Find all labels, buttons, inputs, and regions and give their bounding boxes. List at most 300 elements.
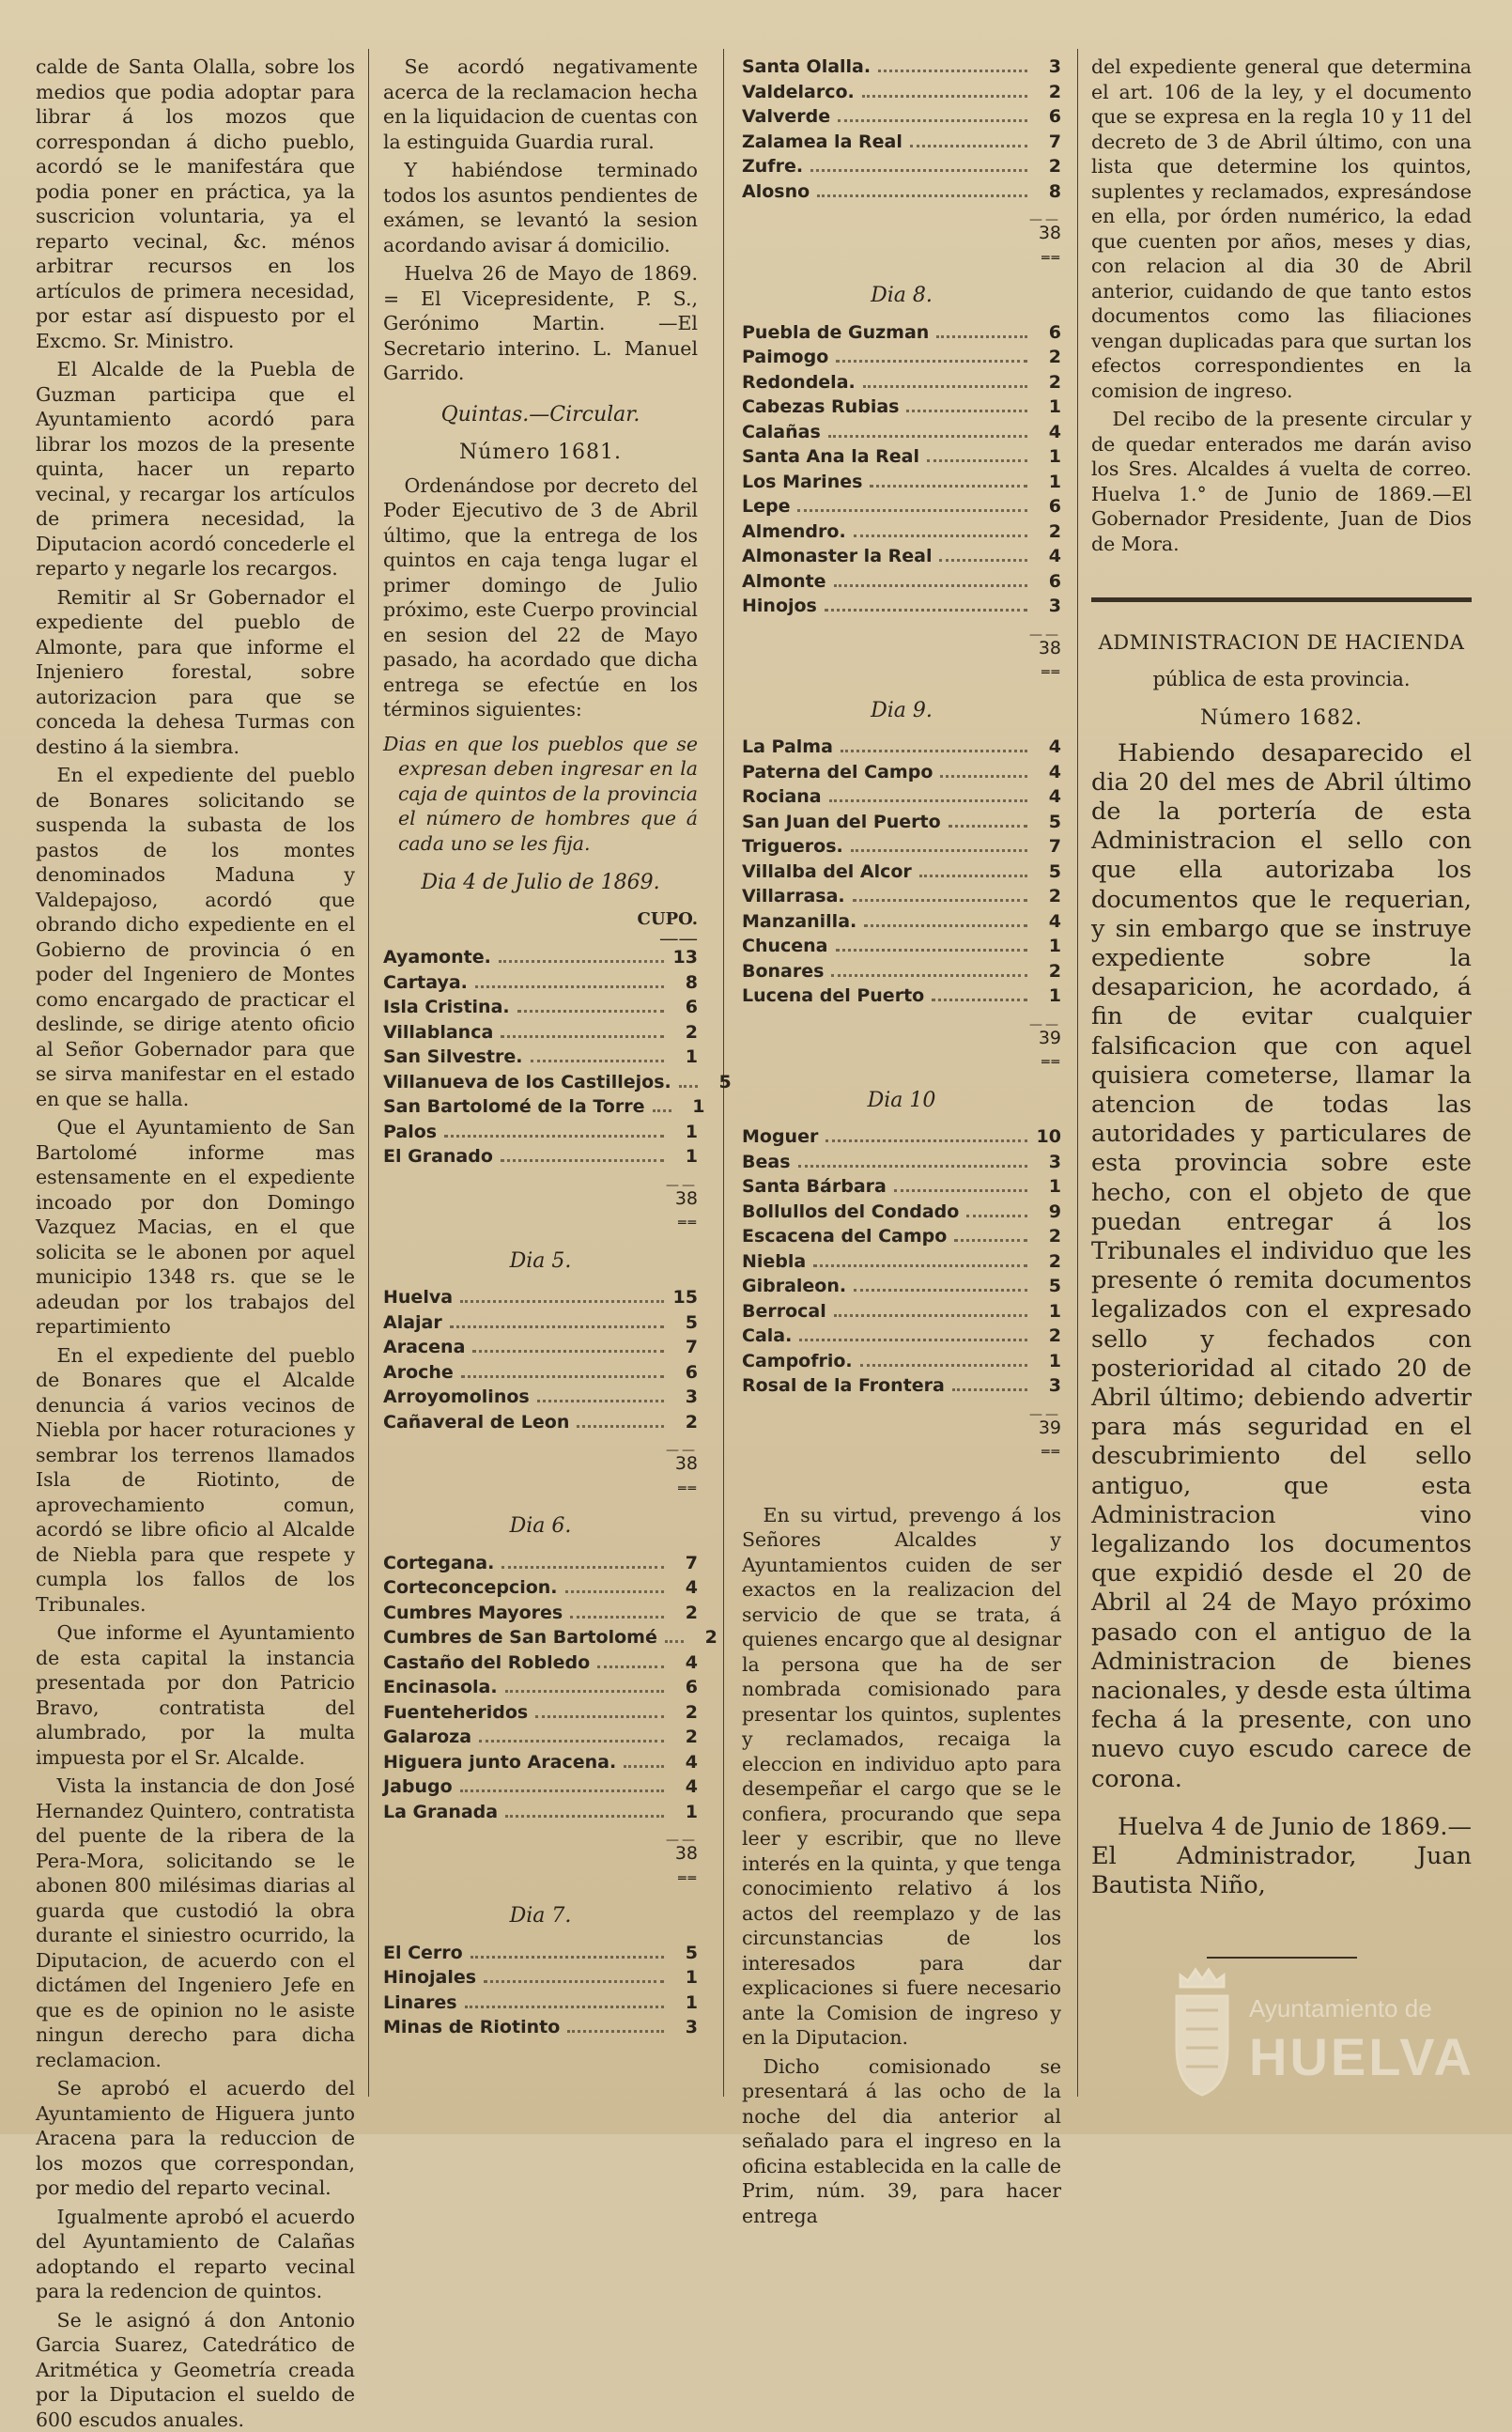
town-name: Santa Olalla. bbox=[742, 54, 871, 80]
quota-row bbox=[742, 104, 1061, 130]
town-name: San Bartolomé de la Torre bbox=[383, 1094, 645, 1120]
town-name: Villalba del Alcor bbox=[742, 860, 912, 885]
quota-value: 1 bbox=[671, 1965, 698, 1991]
quota-row bbox=[383, 1070, 698, 1095]
dot-leader bbox=[813, 1264, 1027, 1267]
quota-value: 1 bbox=[1035, 984, 1061, 1009]
quota-value: 7 bbox=[671, 1335, 698, 1360]
dot-leader bbox=[501, 1035, 664, 1038]
quota-value: 13 bbox=[671, 945, 698, 970]
cupo-header: CUPO. bbox=[383, 907, 698, 933]
sum-rule: —— bbox=[742, 1013, 1061, 1026]
dot-leader bbox=[825, 609, 1027, 612]
group-total: 38 bbox=[383, 1451, 698, 1477]
paragraph: Se le asignó á don Antonio Garcia Suarez, Catedrático de Aritmética y Geometría creada por la Diputacion el sueldo de 600 escudos anuales. bbox=[36, 2308, 355, 2432]
town-name: La Granada bbox=[383, 1800, 498, 1825]
town-name: Fuenteheridos bbox=[383, 1700, 528, 1726]
quota-value: 4 bbox=[671, 1750, 698, 1775]
town-name: Encinasola. bbox=[383, 1675, 498, 1700]
town-name: Lepe bbox=[742, 494, 790, 519]
watermark-line-2: HUELVA bbox=[1249, 2026, 1474, 2087]
quota-value: 4 bbox=[1035, 909, 1061, 935]
town-name: El Granado bbox=[383, 1144, 493, 1170]
quota-value: 2 bbox=[691, 1625, 717, 1650]
town-name: Aroche bbox=[383, 1360, 454, 1386]
quota-table bbox=[742, 54, 1061, 1465]
admin-title: ADMINISTRACION DE HACIENDA bbox=[1091, 630, 1472, 656]
quota-row bbox=[742, 1324, 1061, 1349]
quota-value: 5 bbox=[1035, 1274, 1061, 1299]
quota-value: 5 bbox=[671, 1941, 698, 1966]
town-name: Chucena bbox=[742, 934, 828, 959]
dot-leader bbox=[862, 95, 1027, 98]
dot-leader bbox=[853, 899, 1027, 902]
quota-value: 2 bbox=[671, 1410, 698, 1435]
town-name: Trigueros. bbox=[742, 834, 843, 860]
admin-number: Número 1682. bbox=[1091, 706, 1472, 732]
quota-value: 2 bbox=[1035, 1224, 1061, 1249]
quota-value: 15 bbox=[671, 1285, 698, 1310]
dot-leader bbox=[577, 1425, 664, 1428]
sum-rule: —— bbox=[742, 208, 1061, 221]
dot-leader bbox=[939, 559, 1027, 562]
paragraph: Y habiéndose terminado todos los asuntos pendientes de exámen, se levantó la sesion acordando avisar á domicilio. bbox=[383, 158, 698, 257]
quota-value: 1 bbox=[1035, 1174, 1061, 1200]
town-name: Cartaya. bbox=[383, 970, 468, 996]
paragraph: En el expediente del pueblo de Bonares solicitando se suspenda la subasta de los pastos de los montes denominados Maduna y Valdepajoso, acordó que obrando dicho expediente en el Gobierno de provincia ó en poder del Ingeniero de Montes como encargado de practicar el deslinde, se dirige atento oficio al Señor Gobernador para que se sirva manifestar en el estado en que se halla. bbox=[36, 763, 355, 1111]
quota-value: 5 bbox=[1035, 860, 1061, 885]
dot-leader bbox=[479, 1740, 664, 1743]
dot-leader bbox=[834, 584, 1027, 587]
town-name: Higuera junto Aracena. bbox=[383, 1750, 616, 1775]
town-name: Santa Bárbara bbox=[742, 1174, 887, 1200]
quota-table bbox=[383, 945, 698, 2040]
circular-continuation bbox=[1091, 54, 1472, 556]
town-name: Zufre. bbox=[742, 154, 803, 179]
quota-value: 2 bbox=[671, 1725, 698, 1750]
town-name: Paterna del Campo bbox=[742, 760, 933, 785]
circular-number: Número 1681. bbox=[383, 441, 698, 466]
town-name: Ayamonte. bbox=[383, 945, 491, 970]
quota-row bbox=[383, 1941, 698, 1966]
town-name: Moguer bbox=[742, 1124, 818, 1150]
column-rule bbox=[368, 49, 369, 2097]
town-name: Rosal de la Frontera bbox=[742, 1373, 945, 1399]
quota-row bbox=[742, 1373, 1061, 1399]
quota-value: 1 bbox=[671, 1144, 698, 1170]
column-rule bbox=[1077, 49, 1078, 2097]
paragraph: Igualmente aprobó el acuerdo del Ayuntamiento de Calañas adoptando el reparto vecinal para la redencion de quintos. bbox=[36, 2205, 355, 2304]
quota-row bbox=[383, 1774, 698, 1800]
quota-list bbox=[383, 1285, 698, 1434]
quota-value: 4 bbox=[1035, 760, 1061, 785]
quota-value: 2 bbox=[1035, 1324, 1061, 1349]
town-name: Hinojos bbox=[742, 594, 817, 619]
town-name: Bonares bbox=[742, 959, 824, 984]
quota-list bbox=[742, 54, 1061, 204]
quota-value: 7 bbox=[1035, 834, 1061, 860]
watermark-line-1: Ayuntamiento de bbox=[1249, 1994, 1432, 2023]
dot-leader bbox=[817, 194, 1027, 197]
quota-value: 6 bbox=[671, 995, 698, 1020]
quota-row bbox=[383, 995, 698, 1020]
paragraph: Dicho comisionado se presentará á las ocho de la noche del dia anterior al señalado para el ingreso en la oficina establecida en la calle de Prim, núm. 39, para hacer entrega bbox=[742, 2054, 1061, 2229]
dot-leader bbox=[936, 335, 1027, 338]
quota-row bbox=[383, 1144, 698, 1170]
quota-row bbox=[742, 544, 1061, 569]
paragraph: del expediente general que determina el art. 106 de la ley, y el documento que se expresa en la regla 10 y 11 del decreto de 3 de Abril último, con una lista que determine los quintos, suplentes y reclamados, expresándose en ella, por órden numérico, la edad que cuenten por años, meses y dias, con relacion al dia 30 de Abril anterior, cuidando de que tanto estos documentos como las filiaciones vengan duplicadas para que surtan los efectos correspondientes en la comision de ingreso. bbox=[1091, 54, 1472, 403]
dot-leader bbox=[501, 1566, 664, 1569]
town-name: Beas bbox=[742, 1150, 791, 1175]
paragraph: Que el Ayuntamiento de San Bartolomé informe mas estensamente en el expediente incoado por don Domingo Vazquez Macias, en el que solicita se le abonen por aquel municipio 1348 rs. que se le adeudan por los trabajos del repartimiento bbox=[36, 1115, 355, 1340]
town-name: Villablanca bbox=[383, 1020, 493, 1046]
day-title: Dia 5. bbox=[383, 1249, 698, 1275]
dot-leader bbox=[851, 849, 1027, 852]
quota-value: 1 bbox=[671, 1991, 698, 2016]
dot-leader bbox=[836, 360, 1027, 363]
quota-list bbox=[383, 1551, 698, 1825]
town-name: Palos bbox=[383, 1120, 437, 1145]
dot-leader bbox=[863, 385, 1027, 388]
quota-row bbox=[742, 1349, 1061, 1374]
town-name: Santa Ana la Real bbox=[742, 444, 919, 470]
group-total: 39 bbox=[742, 1416, 1061, 1441]
town-name: Cañaveral de Leon bbox=[383, 1410, 569, 1435]
dot-leader bbox=[797, 509, 1027, 512]
dot-leader bbox=[854, 1289, 1027, 1292]
paragraph: Se acordó negativamente acerca de la reclamacion hecha en la liquidacion de cuentas con la estinguida Guardia rural. bbox=[383, 54, 698, 154]
town-name: Escacena del Campo bbox=[742, 1224, 947, 1249]
dot-leader bbox=[567, 2030, 664, 2033]
cupo-rule: —— bbox=[383, 932, 698, 945]
quota-row bbox=[742, 1249, 1061, 1275]
quota-value: 3 bbox=[671, 2015, 698, 2040]
quota-row bbox=[742, 395, 1061, 420]
quota-row bbox=[383, 1045, 698, 1070]
column-1 bbox=[36, 54, 355, 2102]
double-rule: ══ bbox=[742, 1440, 1061, 1465]
quota-value: 1 bbox=[671, 1045, 698, 1070]
quota-row bbox=[383, 1385, 698, 1410]
town-name: Paimogo bbox=[742, 345, 828, 370]
town-name: Aracena bbox=[383, 1335, 465, 1360]
dot-leader bbox=[878, 70, 1027, 72]
town-name: Bollullos del Condado bbox=[742, 1200, 959, 1225]
watermark bbox=[1169, 1949, 1479, 2123]
quota-row bbox=[742, 810, 1061, 835]
quota-row bbox=[742, 1299, 1061, 1324]
quota-value: 1 bbox=[1035, 395, 1061, 420]
group-total: 38 bbox=[742, 636, 1061, 661]
town-name: Castaño del Robledo bbox=[383, 1650, 590, 1676]
section-title: Quintas.—Circular. bbox=[383, 403, 698, 428]
quota-row bbox=[742, 370, 1061, 395]
group-total: 38 bbox=[383, 1841, 698, 1867]
dot-leader bbox=[535, 1715, 664, 1718]
dot-leader bbox=[810, 169, 1027, 172]
dot-leader bbox=[465, 2006, 664, 2008]
town-name: Almendro. bbox=[742, 519, 846, 545]
dot-leader bbox=[484, 1980, 664, 1983]
quota-row bbox=[383, 970, 698, 996]
dot-leader bbox=[966, 1215, 1027, 1217]
quota-row bbox=[742, 1274, 1061, 1299]
dot-leader bbox=[475, 985, 664, 988]
section-separator bbox=[1091, 597, 1472, 602]
quota-row bbox=[742, 494, 1061, 519]
quota-row bbox=[742, 569, 1061, 595]
dot-leader bbox=[501, 1159, 664, 1162]
paragraph: Huelva 26 de Mayo de 1869. = El Vicepresidente, P. S., Gerónimo Martin. —El Secretario interino. L. Manuel Garrido. bbox=[383, 261, 698, 386]
dot-leader bbox=[499, 960, 664, 963]
quota-value: 3 bbox=[671, 1385, 698, 1410]
town-name: Manzanilla. bbox=[742, 909, 856, 935]
quota-value: 2 bbox=[1035, 345, 1061, 370]
dot-leader bbox=[679, 1085, 698, 1088]
quota-row bbox=[742, 760, 1061, 785]
quota-value: 2 bbox=[1035, 884, 1061, 909]
quota-row bbox=[742, 444, 1061, 470]
sum-rule: —— bbox=[383, 1173, 698, 1186]
quota-row bbox=[742, 80, 1061, 105]
day-title: Dia 9. bbox=[742, 699, 1061, 724]
paragraph: Vista la instancia de don José Hernandez Quintero, contratista del puente de la ribera de la Pera-Mora, solicitando se le abonen 800 milésimas diarias al guarda que custodió la obra durante el siniestro ocurrido, la Diputacion, de acuerdo con el dictámen del Ingeniero Jefe en que es de opinion no le asiste ningun derecho para dicha reclamacion. bbox=[36, 1774, 355, 2072]
town-name: Villanueva de los Castillejos. bbox=[383, 1070, 671, 1095]
paragraph: Del recibo de la presente circular y de quedar enterados me darán aviso los Sres. Alcaldes á vuelta de correo. Huelva 1.° de Junio de 1869.—El Gobernador Presidente, Juan de Dios de Mora. bbox=[1091, 407, 1472, 556]
dot-leader bbox=[624, 1765, 664, 1768]
quota-row bbox=[742, 934, 1061, 959]
dot-leader bbox=[472, 1350, 664, 1353]
double-rule: ══ bbox=[383, 1211, 698, 1236]
column-4 bbox=[1091, 54, 1472, 2102]
dot-leader bbox=[825, 1139, 1027, 1142]
quota-row bbox=[742, 1150, 1061, 1175]
double-rule: ══ bbox=[383, 1477, 698, 1502]
circular-body: Ordenándose por decreto del Poder Ejecutivo de 3 de Abril último, que la entrega de los quintos en caja tenga lugar el primer domingo de Julio próximo, este Cuerpo provincial en sesion del 22 de Mayo pasado, ha acordado que dicha entrega se efectúe en los términos siguientes: bbox=[383, 473, 698, 722]
town-name: Rociana bbox=[742, 784, 822, 810]
quota-value: 7 bbox=[671, 1551, 698, 1576]
paragraph: Remitir al Sr Gobernador el expediente del pueblo de Almonte, para que informe el Injeniero forestal, sobre autorizacion para que se conceda la dehesa Turmas con destino á la siembra. bbox=[36, 585, 355, 760]
quota-value: 3 bbox=[1035, 1373, 1061, 1399]
quota-row bbox=[383, 1965, 698, 1991]
quota-row bbox=[742, 54, 1061, 80]
day-title: Dia 8. bbox=[742, 284, 1061, 309]
quota-value: 1 bbox=[1035, 444, 1061, 470]
paragraph: Habiendo desaparecido el dia 20 del mes de Abril último de la portería de esta Administracion el sello con que ella autorizaba los documentos que le requerian, y sin embargo que se instruye expediente sobre la desaparicion, he acordado, á fin de evitar cualquier falsificacion que con aquel quisiera cometerse, llamar la atencion de todas las autoridades y particulares de esta provincia sobre este hecho, con el objeto de que puedan entregar á los Tribunales el individuo que les presente ó remita documentos legalizados con el expresado sello y fechados con posterioridad al citado 20 de Abril último; debiendo advertir para más seguridad en el descubrimiento del sello antiguo, que esta Administracion vino legalizando los documentos que expidió desde el 20 de Abril al 24 de Mayo próximo pasado con el antiguo de la Administracion de bienes nacionales, y desde esta última fecha á la presente, con uno nuevo cuyo escudo carece de corona. bbox=[1091, 739, 1472, 1794]
town-name: Alosno bbox=[742, 179, 810, 205]
sum-rule: —— bbox=[383, 1438, 698, 1451]
quota-row bbox=[742, 179, 1061, 205]
quota-row bbox=[742, 784, 1061, 810]
quota-row bbox=[742, 320, 1061, 346]
quota-list bbox=[742, 735, 1061, 1009]
double-rule: ══ bbox=[742, 660, 1061, 686]
dot-leader bbox=[927, 459, 1027, 462]
dot-leader bbox=[834, 1314, 1027, 1317]
quota-row bbox=[742, 884, 1061, 909]
quota-row bbox=[383, 1575, 698, 1601]
dot-leader bbox=[906, 410, 1027, 412]
town-name: Valdelarco. bbox=[742, 80, 855, 105]
quota-row bbox=[383, 1285, 698, 1310]
quota-row bbox=[742, 735, 1061, 760]
quota-row bbox=[742, 860, 1061, 885]
dot-leader bbox=[444, 1135, 664, 1138]
town-name: Berrocal bbox=[742, 1299, 826, 1324]
dot-leader bbox=[665, 1640, 684, 1643]
quota-value: 5 bbox=[1035, 810, 1061, 835]
quota-value: 8 bbox=[671, 970, 698, 996]
town-name: La Palma bbox=[742, 735, 833, 760]
instructions-text bbox=[742, 1503, 1061, 2229]
quota-row bbox=[742, 1174, 1061, 1200]
dot-leader bbox=[799, 1339, 1027, 1341]
quota-list bbox=[742, 320, 1061, 619]
dot-leader bbox=[940, 775, 1027, 778]
dot-leader bbox=[471, 1956, 664, 1959]
dot-leader bbox=[836, 949, 1028, 952]
town-name: Campofrio. bbox=[742, 1349, 853, 1374]
dot-leader bbox=[531, 1060, 665, 1062]
quota-row bbox=[383, 945, 698, 970]
dot-leader bbox=[952, 1388, 1027, 1391]
paragraph: Se aprobó el acuerdo del Ayuntamiento de Higuera junto Aracena para la reduccion de los mozos que correspondan, por medio del reparto vecinal. bbox=[36, 2076, 355, 2201]
dot-leader bbox=[565, 1590, 664, 1593]
first-day-title: Dia 4 de Julio de 1869. bbox=[383, 871, 698, 896]
quota-value: 1 bbox=[679, 1094, 705, 1120]
quota-row bbox=[742, 154, 1061, 179]
quota-value: 2 bbox=[671, 1601, 698, 1626]
dot-leader bbox=[450, 1325, 664, 1328]
quota-value: 6 bbox=[671, 1360, 698, 1386]
quota-row bbox=[742, 1200, 1061, 1225]
quota-row bbox=[383, 1625, 698, 1650]
quota-row bbox=[742, 984, 1061, 1009]
quota-value: 9 bbox=[1035, 1200, 1061, 1225]
quota-row bbox=[742, 519, 1061, 545]
dot-leader bbox=[949, 825, 1027, 828]
quota-row bbox=[742, 909, 1061, 935]
quota-row bbox=[383, 1991, 698, 2016]
double-rule: ══ bbox=[742, 246, 1061, 271]
dot-leader bbox=[854, 534, 1027, 537]
quota-row bbox=[742, 594, 1061, 619]
quota-row bbox=[383, 1551, 698, 1576]
quota-value: 4 bbox=[671, 1774, 698, 1800]
quota-value: 1 bbox=[1035, 934, 1061, 959]
quota-row bbox=[383, 1601, 698, 1626]
town-name: Lucena del Puerto bbox=[742, 984, 924, 1009]
dot-leader bbox=[932, 999, 1027, 1001]
town-name: Galaroza bbox=[383, 1725, 471, 1750]
quota-value: 2 bbox=[1035, 80, 1061, 105]
quota-list bbox=[383, 945, 698, 1170]
quota-row bbox=[383, 1120, 698, 1145]
quota-row bbox=[383, 1750, 698, 1775]
town-name: Huelva bbox=[383, 1285, 453, 1310]
quota-value: 4 bbox=[671, 1575, 698, 1601]
quota-row bbox=[742, 834, 1061, 860]
town-name: Hinojales bbox=[383, 1965, 476, 1991]
coat-of-arms-icon bbox=[1169, 1959, 1235, 2099]
dot-leader bbox=[954, 1239, 1027, 1242]
dot-leader bbox=[505, 1690, 664, 1693]
quota-row bbox=[383, 1725, 698, 1750]
dot-leader bbox=[537, 1400, 664, 1402]
town-name: Minas de Riotinto bbox=[383, 2015, 560, 2040]
town-name: San Juan del Puerto bbox=[742, 810, 941, 835]
quota-value: 6 bbox=[1035, 569, 1061, 595]
quota-value: 4 bbox=[1035, 784, 1061, 810]
quota-value: 2 bbox=[671, 1700, 698, 1726]
quota-value: 3 bbox=[1035, 54, 1061, 80]
group-total: 39 bbox=[742, 1026, 1061, 1051]
dot-leader bbox=[517, 1010, 664, 1013]
quota-row bbox=[383, 1335, 698, 1360]
sum-rule: —— bbox=[383, 1828, 698, 1841]
quota-row bbox=[742, 1124, 1061, 1150]
town-name: Cortegana. bbox=[383, 1551, 494, 1576]
quota-row bbox=[383, 1020, 698, 1046]
town-name: Zalamea la Real bbox=[742, 130, 903, 155]
town-name: Valverde bbox=[742, 104, 830, 130]
quota-value: 2 bbox=[1035, 370, 1061, 395]
town-name: Cumbres de San Bartolomé bbox=[383, 1625, 657, 1650]
dot-leader bbox=[841, 750, 1027, 752]
quota-row bbox=[742, 959, 1061, 984]
quota-value: 4 bbox=[671, 1650, 698, 1676]
town-name: Cabezas Rubias bbox=[742, 395, 899, 420]
paragraph: Huelva 4 de Junio de 1869.—El Administrador, Juan Bautista Niño, bbox=[1091, 1813, 1472, 1901]
quota-row bbox=[742, 130, 1061, 155]
dot-leader bbox=[894, 1189, 1027, 1192]
dot-leader bbox=[798, 1165, 1028, 1168]
quota-value: 7 bbox=[1035, 130, 1061, 155]
town-name: Isla Cristina. bbox=[383, 995, 510, 1020]
town-name: San Silvestre. bbox=[383, 1045, 523, 1070]
dot-leader bbox=[838, 119, 1027, 122]
quota-value: 6 bbox=[671, 1675, 698, 1700]
quota-value: 2 bbox=[671, 1020, 698, 1046]
town-name: Almonte bbox=[742, 569, 826, 595]
days-note: Dias en que los pueblos que se expresan deben ingresar en la caja de quintos de la provincia el número de hombres que á cada uno se les fija. bbox=[383, 732, 698, 857]
dot-leader bbox=[919, 875, 1027, 877]
quota-row bbox=[383, 1700, 698, 1726]
town-name: Puebla de Guzman bbox=[742, 320, 929, 346]
town-name: Arroyomolinos bbox=[383, 1385, 530, 1410]
dot-leader bbox=[860, 1364, 1027, 1367]
town-name: Cumbres Mayores bbox=[383, 1601, 563, 1626]
sum-rule: —— bbox=[742, 623, 1061, 636]
quota-value: 5 bbox=[705, 1070, 732, 1095]
session-closing-text bbox=[383, 54, 698, 386]
paragraph: El Alcalde de la Puebla de Guzman participa que el Ayuntamiento acordó para librar los mozos de la presente quinta, hacer un reparto vecinal, y recargar los artículos de primera necesidad, la Diputacion acordó concederle el reparto y negarle los recargos. bbox=[36, 357, 355, 581]
quota-value: 2 bbox=[1035, 154, 1061, 179]
paragraph: calde de Santa Olalla, sobre los medios que podia adoptar para librar á los mozos que correspondan á dicho pueblo, acordó se le manifestára que podia poner en práctica, ya la suscricion voluntaria, ya el reparto vecinal, &c. ménos arbitrar recursos en los artículos de primera necesidad, por estar así dispuesto por el Excmo. Sr. Ministro. bbox=[36, 54, 355, 353]
dot-leader bbox=[597, 1665, 664, 1668]
town-name: Gibraleon. bbox=[742, 1274, 846, 1299]
dot-leader bbox=[460, 1300, 664, 1303]
dot-leader bbox=[505, 1815, 664, 1818]
quota-value: 6 bbox=[1035, 494, 1061, 519]
column-2 bbox=[383, 54, 698, 2102]
quota-list bbox=[742, 1124, 1061, 1399]
town-name: El Cerro bbox=[383, 1941, 463, 1966]
quota-list bbox=[383, 1941, 698, 2040]
quota-value: 4 bbox=[1035, 420, 1061, 445]
quota-value: 1 bbox=[1035, 1299, 1061, 1324]
quota-value: 8 bbox=[1035, 179, 1061, 205]
